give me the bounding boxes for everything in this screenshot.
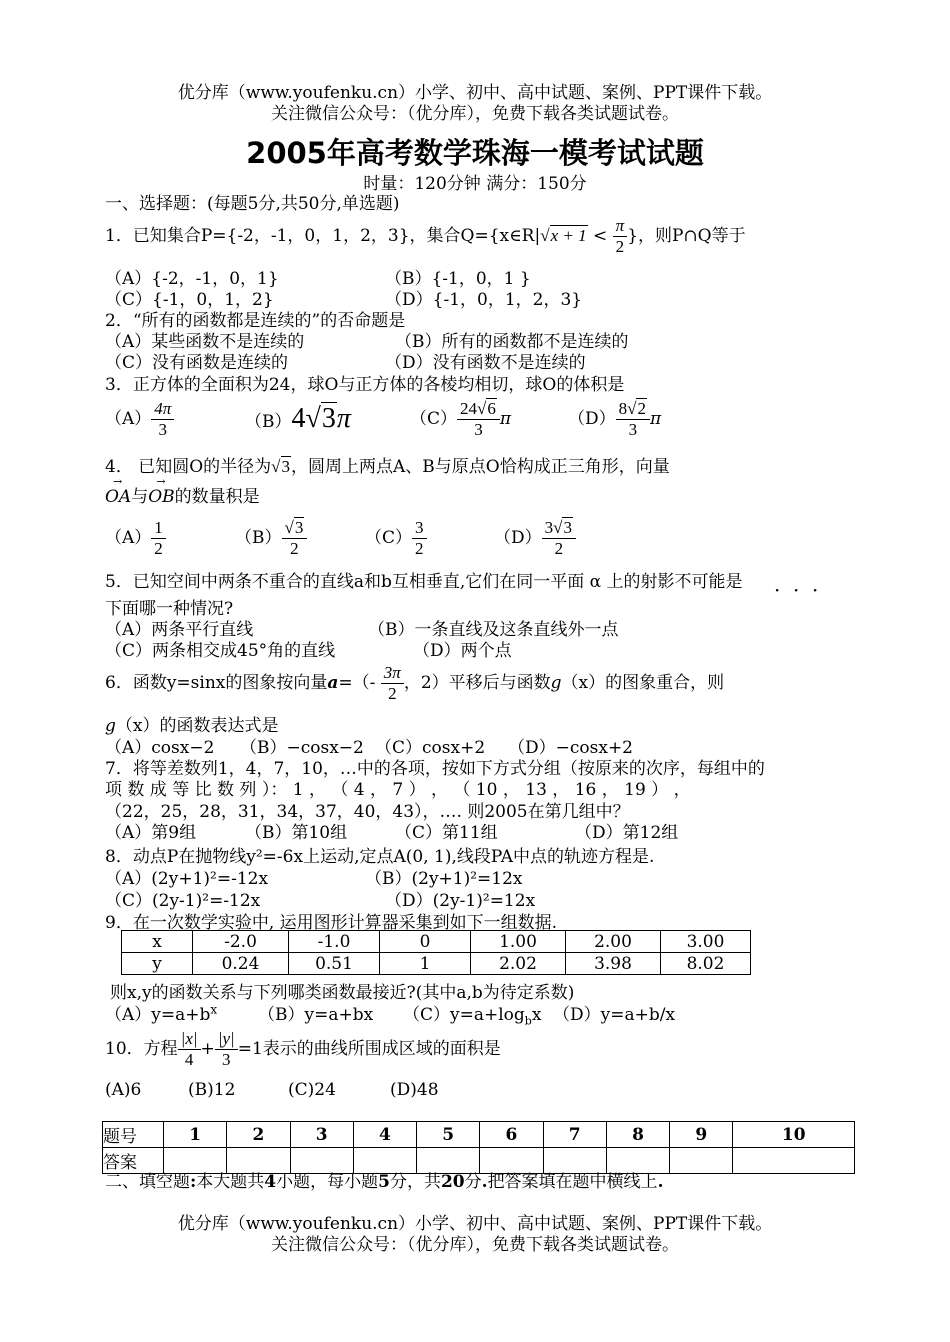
q3-b-label: （B） bbox=[245, 412, 292, 432]
q1-option-a: （A）{-2，-1，0，1} bbox=[105, 269, 279, 289]
q6-line2-x: （x） bbox=[115, 716, 160, 736]
q8-option-b: （B）(2y+1)²=12x bbox=[365, 869, 523, 889]
q4-b-den: 2 bbox=[290, 539, 299, 558]
q4-a-label: （A） bbox=[105, 528, 152, 548]
emphasis-dot: · bbox=[812, 578, 819, 602]
q7-option-d: （D）第12组 bbox=[575, 823, 679, 843]
q3-d-label: （D） bbox=[568, 409, 616, 429]
q9-option-b: （B）y=a+bx bbox=[258, 1005, 374, 1025]
q5-option-c: （C）两条相交成45°角的直线 bbox=[105, 641, 336, 661]
q10-plus: + bbox=[200, 1039, 215, 1059]
q4-rad: 3 bbox=[281, 457, 291, 476]
q3-c-label: （C） bbox=[410, 409, 458, 429]
q4-text-c: 的数量积是 bbox=[174, 487, 260, 507]
footer-line-2: 关注微信公众号：（优分库），免费下载各类试题试卷。 bbox=[271, 1235, 679, 1255]
s2-g: 分，共 bbox=[389, 1172, 441, 1192]
q10-num-2: |y| bbox=[215, 1029, 238, 1050]
q6-line2-g: g bbox=[105, 716, 116, 736]
q3-b-pi: π bbox=[336, 403, 351, 434]
q8-option-d: （D）(2y-1)²=12x bbox=[385, 891, 536, 911]
q4-d-label: （D） bbox=[494, 528, 542, 548]
table-cell: 3.98 bbox=[566, 953, 661, 975]
q3-a-den: 3 bbox=[158, 420, 168, 439]
q1-fraction bbox=[613, 216, 628, 256]
q4-option-a bbox=[105, 515, 166, 561]
q4-d-rad: 3 bbox=[563, 518, 572, 538]
q7-option-b: （B）第10组 bbox=[245, 823, 348, 843]
q4-c-den: 2 bbox=[415, 539, 424, 558]
question-8-stem: 8．动点P在抛物线y²=-6x上运动,定点A(0, 1),线段PA中点的轨迹方程是. bbox=[105, 847, 655, 867]
q2-option-c: （C）没有函数是连续的 bbox=[105, 353, 289, 373]
q4-option-d bbox=[494, 515, 576, 561]
table-cell: 3.00 bbox=[661, 931, 751, 953]
answer-cell[interactable] bbox=[733, 1148, 855, 1174]
q10-den-1: 4 bbox=[184, 1050, 194, 1069]
q10-text-b: 表示的曲线所围成区域的面积是 bbox=[262, 1039, 501, 1059]
q4-option-b bbox=[235, 515, 307, 561]
footer-line-1: 优分库（www.youfenku.cn）小学、初中、高中试题、案例、PPT课件下载。 bbox=[177, 1214, 773, 1234]
q8-option-c: （C）(2y-1)²=-12x bbox=[105, 891, 261, 911]
table-cell: -2.0 bbox=[193, 931, 289, 953]
q1-text-b: }，则P∩Q等于 bbox=[627, 226, 746, 246]
q10-text-a: 10．方程 bbox=[105, 1039, 178, 1059]
q3-a-fraction bbox=[151, 399, 174, 439]
q5-option-b: （B）一条直线及这条直线外一点 bbox=[368, 620, 619, 640]
q6-vector-a: a bbox=[327, 673, 339, 693]
q3-c-rad: 6 bbox=[487, 399, 496, 419]
s2-k: 把答案填在题中横线上 bbox=[487, 1172, 658, 1192]
answer-table-number: 3 bbox=[290, 1122, 353, 1148]
q10-den-2: 3 bbox=[222, 1050, 231, 1069]
q4-text-a: 4． 已知圆O的半径为 bbox=[105, 457, 272, 477]
q6-den: 2 bbox=[388, 684, 397, 703]
q9-c-text: （C）y=a+log bbox=[403, 1005, 525, 1025]
q1-lt: < bbox=[593, 226, 608, 246]
header-line-1: 优分库（www.youfenku.cn）小学、初中、高中试题、案例、PPT课件下载。 bbox=[177, 83, 773, 103]
q8-option-a: （A）(2y+1)²=-12x bbox=[105, 869, 269, 889]
answer-table-number: 1 bbox=[164, 1122, 227, 1148]
data-table bbox=[121, 930, 751, 975]
q6-fraction bbox=[381, 663, 404, 703]
q6-line2-text: 的函数表达式是 bbox=[159, 716, 279, 736]
q6-option-b: （B）−cosx−2 bbox=[240, 738, 364, 758]
question-10-stem bbox=[105, 1026, 501, 1072]
q4-b-fraction: $\frac{√3}{2}$ bbox=[282, 518, 308, 558]
q10-option-b: (B)12 bbox=[188, 1080, 236, 1100]
answer-table-number: 8 bbox=[606, 1122, 669, 1148]
q4-stem-line-2 bbox=[105, 482, 260, 507]
q9-c-tail: x bbox=[531, 1005, 542, 1025]
q2-option-b: （B）所有的函数都不是连续的 bbox=[395, 332, 629, 352]
q5-option-d: （D）两个点 bbox=[413, 641, 512, 661]
q2-option-a: （A）某些函数不是连续的 bbox=[105, 332, 305, 352]
q4-d-den: 2 bbox=[554, 539, 564, 558]
q3-d-coef: 8 bbox=[618, 399, 628, 419]
q6-x: （x） bbox=[561, 673, 606, 693]
s2-f: 5 bbox=[378, 1172, 390, 1192]
s2-h: 20 bbox=[440, 1172, 465, 1192]
q1-option-d: （D）{-1，0，1，2，3} bbox=[385, 290, 583, 310]
q4-c-num: 3 bbox=[412, 518, 427, 539]
table-row bbox=[103, 1122, 855, 1148]
q4-text-b: ，圆周上两点A、B与原点O恰构成正三角形，向量 bbox=[291, 457, 670, 477]
q9-a-sup: x bbox=[210, 1002, 218, 1017]
question-7-line-2: 项 数 成 等 比 数 列 ）： 1 ， （ 4 ， 7 ） ， （ 10 ， 13 ， 16 ， 19 ） ， bbox=[105, 780, 691, 800]
q7-option-c: （C）第11组 bbox=[395, 823, 498, 843]
q1-option-b: （B）{-1，0，1 } bbox=[385, 269, 531, 289]
table-cell: 1 bbox=[380, 953, 471, 975]
page-title: 2005年高考数学珠海一模考试试题 bbox=[246, 136, 704, 170]
question-5-stem-line-2: 下面哪一种情况? bbox=[105, 599, 234, 619]
table-cell: 1.00 bbox=[471, 931, 566, 953]
question-7-line-3: （22，25，28，31，34，37，40，43），…. 则2005在第几组中？ bbox=[105, 802, 630, 822]
q3-c-coef: 24 bbox=[460, 399, 478, 419]
q1-text-a: 1．已知集合P={-2，-1，0，1，2，3}，集合Q={x∈R| bbox=[105, 226, 541, 246]
q3-c-den: 3 bbox=[474, 420, 483, 439]
q6-text-c: 的图象重合，则 bbox=[605, 673, 725, 693]
q6-option-c: （C）cosx+2 bbox=[375, 738, 486, 758]
s2-a: 二、填空题 bbox=[105, 1172, 190, 1192]
exam-info: 时量：120分钟 满分：150分 bbox=[363, 174, 587, 194]
question-9-after: 则x,y的函数关系与下列哪类函数最接近?(其中a,b为待定系数) bbox=[110, 983, 575, 1003]
q1-fraction-num: π bbox=[613, 216, 628, 237]
table-cell: 0.51 bbox=[289, 953, 380, 975]
s2-b: : bbox=[190, 1172, 197, 1192]
q6-option-a: （A）cosx−2 bbox=[105, 738, 215, 758]
answer-table-number: 4 bbox=[353, 1122, 416, 1148]
section-1-heading: 一、选择题：(每题5分,共50分,单选题) bbox=[105, 194, 400, 214]
q3-c-fraction: $\frac{24√6}{3}$ bbox=[457, 399, 500, 439]
q1-sqrt: √x + 1 bbox=[540, 226, 587, 245]
table-cell: 8.02 bbox=[661, 953, 751, 975]
answer-table-label: 答案 bbox=[103, 1148, 164, 1174]
q3-a-label: （A） bbox=[105, 409, 152, 429]
q6-text-a: 6．函数y=sinx的图象按向量 bbox=[105, 673, 328, 693]
q4-option-c bbox=[365, 515, 427, 561]
q3-b-coef: 4 bbox=[291, 403, 306, 434]
q2-option-d: （D）没有函数不是连续的 bbox=[385, 353, 586, 373]
q3-option-d bbox=[568, 396, 661, 442]
q10-option-c: (C)24 bbox=[288, 1080, 336, 1100]
q1-radicand: x + 1 bbox=[550, 226, 587, 245]
s2-c: 本大题共 bbox=[196, 1172, 265, 1192]
q10-fraction-2 bbox=[215, 1029, 238, 1069]
s2-l: . bbox=[657, 1172, 664, 1192]
section-2-heading bbox=[105, 1167, 663, 1192]
q4-a-num: 1 bbox=[151, 518, 166, 539]
question-7-line-1: 7．将等差数列1，4，7，10，…中的各项，按如下方式分组（按原来的次序，每组中的 bbox=[105, 759, 765, 779]
q6-text-b: ，2）平移后与函数 bbox=[403, 673, 551, 693]
q5-option-a: （A）两条平行直线 bbox=[105, 620, 254, 640]
q3-option-c bbox=[410, 396, 511, 442]
q3-d-den: 3 bbox=[628, 420, 638, 439]
q4-b-rad: 3 bbox=[294, 518, 304, 538]
answer-table-number: 9 bbox=[670, 1122, 733, 1148]
table-row bbox=[122, 953, 751, 975]
s2-i: 分 bbox=[464, 1172, 482, 1192]
q4-a-den: 2 bbox=[154, 539, 163, 558]
answer-table-number: 2 bbox=[227, 1122, 290, 1148]
s2-d: 4 bbox=[264, 1172, 277, 1192]
question-4-stem bbox=[105, 452, 845, 477]
q9-option-d: （D）y=a+b/x bbox=[553, 1005, 676, 1025]
q3-d-pi: π bbox=[649, 409, 662, 429]
table-cell: 2.02 bbox=[471, 953, 566, 975]
q4-a-fraction bbox=[151, 518, 166, 558]
q9-a-text: （A）y=a+b bbox=[105, 1005, 211, 1025]
q3-option-b bbox=[245, 396, 351, 445]
question-6-stem bbox=[105, 660, 724, 706]
q3-a-num: 4π bbox=[151, 399, 174, 420]
q3-b-rad: 3 bbox=[321, 403, 336, 434]
table-cell: x bbox=[122, 931, 193, 953]
q10-num-1: |x| bbox=[178, 1029, 201, 1050]
table-cell: 0 bbox=[380, 931, 471, 953]
q7-option-a: （A）第9组 bbox=[105, 823, 197, 843]
q3-d-fraction: $\frac{8√2}{3}$ bbox=[616, 399, 650, 439]
q6-g: g bbox=[550, 673, 562, 693]
q6-num: 3π bbox=[381, 663, 404, 684]
table-cell: y bbox=[122, 953, 193, 975]
table-cell: -1.0 bbox=[289, 931, 380, 953]
question-1-stem bbox=[105, 216, 746, 257]
q3-option-a bbox=[105, 396, 174, 442]
q4-b-label: （B） bbox=[235, 528, 282, 548]
answer-table-number: 10 bbox=[733, 1122, 855, 1148]
q9-option-a bbox=[105, 1000, 217, 1025]
table-cell: 2.00 bbox=[566, 931, 661, 953]
q3-c-pi: π bbox=[499, 409, 512, 429]
question-2-stem: 2．“所有的函数都是连续的”的否命题是 bbox=[105, 311, 406, 331]
q4-vector-oa: → OA bbox=[105, 487, 131, 507]
q4-c-label: （C） bbox=[365, 528, 413, 548]
answer-cell[interactable] bbox=[670, 1148, 733, 1174]
header-line-2: 关注微信公众号：（优分库），免费下载各类试题试卷。 bbox=[271, 104, 679, 124]
q10-option-a: (A)6 bbox=[105, 1080, 142, 1100]
q4-with: 与 bbox=[131, 487, 149, 507]
q3-b-expr: 4√3π bbox=[291, 403, 351, 434]
q3-d-rad: 2 bbox=[637, 399, 646, 419]
q4-d-coef: 3 bbox=[544, 518, 554, 538]
q4-c-fraction bbox=[412, 518, 427, 558]
answer-table-number: 5 bbox=[417, 1122, 480, 1148]
table-cell: 0.24 bbox=[193, 953, 289, 975]
s2-j: . bbox=[481, 1172, 488, 1192]
q4-sqrt: √3 bbox=[271, 457, 291, 476]
q10-option-d: (D)48 bbox=[390, 1080, 439, 1100]
q6-option-d: （D）−cosx+2 bbox=[508, 738, 634, 758]
emphasis-dot: · bbox=[793, 578, 800, 602]
q4-d-fraction: $\frac{3√3}{2}$ bbox=[542, 518, 576, 558]
q9-c-sub: b bbox=[524, 1014, 532, 1028]
question-9-stem: 9．在一次数学实验中, 运用图形计算器采集到如下一组数据. bbox=[105, 913, 558, 933]
q6-eq: =（- bbox=[338, 673, 376, 693]
q1-option-c: （C）{-1，0，1，2} bbox=[105, 290, 274, 310]
table-row bbox=[122, 931, 751, 953]
q10-fraction-1 bbox=[178, 1029, 201, 1069]
answer-table-number: 6 bbox=[480, 1122, 543, 1148]
answer-table-number: 7 bbox=[543, 1122, 606, 1148]
q1-fraction-den: 2 bbox=[615, 237, 625, 256]
q4-vector-ob: → OB bbox=[148, 487, 174, 507]
question-5-stem: 5．已知空间中两条不重合的直线a和b互相垂直,它们在同一平面 α 上的射影不可能是 bbox=[105, 572, 743, 592]
q10-eq: =1 bbox=[237, 1039, 263, 1059]
s2-e: 小题，每小题 bbox=[276, 1172, 379, 1192]
question-3-stem: 3．正方体的全面积为24，球O与正方体的各棱均相切，球O的体积是 bbox=[105, 375, 625, 395]
emphasis-dot: · bbox=[774, 578, 781, 602]
answer-table-label: 题号 bbox=[103, 1122, 164, 1148]
q9-option-c bbox=[403, 1000, 541, 1027]
